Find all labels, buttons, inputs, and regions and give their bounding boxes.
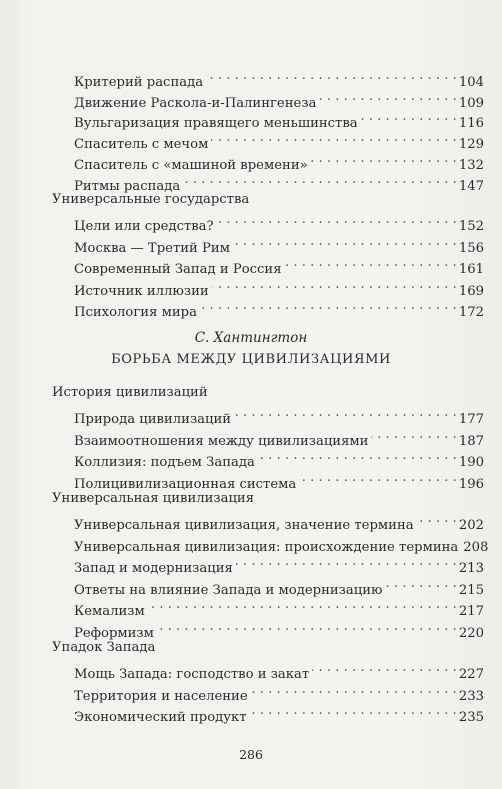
toc-entry — [74, 149, 484, 173]
toc-entry-title: Спаситель с «машиной времени» — [74, 157, 308, 173]
toc-entry-title: Полицивилизационная система — [74, 476, 297, 492]
toc-entry — [74, 595, 484, 620]
toc-entry — [74, 128, 484, 153]
toc-entry-page: 190 — [458, 455, 484, 470]
toc-entry — [74, 701, 484, 725]
page-number: 286 — [239, 747, 263, 762]
toc-entry — [74, 680, 484, 704]
toc-entry — [74, 107, 484, 132]
toc-entry-page: 116 — [458, 116, 484, 132]
toc-entry-title: Запад и модернизация — [74, 561, 233, 577]
toc-entry-page: 156 — [458, 240, 484, 256]
toc-entry — [74, 574, 484, 598]
toc-entry-title: Современный Запад и Россия — [74, 262, 282, 277]
toc-entry-page: 172 — [458, 305, 484, 320]
part-title: БОРЬБА МЕЖДУ ЦИВИЛИЗАЦИЯМИ — [111, 352, 391, 367]
toc-entry-page: 169 — [458, 283, 484, 299]
toc-entry — [74, 552, 484, 577]
toc-entry — [74, 275, 484, 299]
toc-entry-title: Универсальная цивилизация: происхождение термина — [74, 539, 459, 555]
author-name: С. Хантингтон — [194, 330, 308, 346]
toc-entry-title: Мощь Запада: господство и закат — [74, 667, 310, 682]
toc-entry-page: 177 — [458, 412, 484, 427]
toc-heading: История цивилизаций — [52, 385, 208, 400]
toc-entry — [74, 403, 484, 427]
toc-entry-title: Кемализм — [74, 604, 145, 620]
toc-entry — [74, 170, 484, 194]
toc-entry — [74, 468, 484, 492]
toc-entry-page: 217 — [458, 604, 484, 620]
toc-entry-title: Спаситель с мечом — [74, 137, 209, 153]
toc-entry-title: Цели или средства? — [74, 219, 214, 234]
toc-entry-page: 109 — [458, 95, 484, 111]
toc-entry-title: Реформизм — [74, 626, 154, 641]
toc-entry — [74, 296, 484, 320]
toc-entry-page: 187 — [458, 433, 484, 449]
toc-entry — [74, 66, 484, 90]
toc-entry-title: Критерий распада — [74, 75, 204, 90]
toc-entry-title: Ритмы распада — [74, 178, 181, 194]
toc-entry — [74, 446, 484, 470]
toc-entry — [74, 87, 484, 111]
toc-entry-title: Универсальная цивилизация, значение термина — [74, 518, 414, 533]
toc-entry-title: Взаимоотношения между цивилизациями — [74, 433, 369, 449]
toc-entry-title: Движение Раскола-и-Палингенеза — [74, 95, 317, 111]
toc-entry — [74, 617, 484, 641]
toc-entry-page: 132 — [458, 157, 484, 173]
toc-entry-page: 152 — [458, 219, 484, 234]
toc-entry-title: Источник иллюзии — [74, 283, 209, 299]
toc-heading: Упадок Запада — [52, 640, 156, 655]
toc-heading: Универсальные государства — [52, 192, 250, 207]
toc-entry — [74, 210, 484, 234]
toc-entry-page: 202 — [458, 518, 484, 533]
toc-entry-page: 129 — [458, 137, 484, 153]
toc-entry-page: 161 — [458, 262, 484, 277]
toc-entry — [74, 658, 484, 682]
toc-entry-title: Территория и население — [74, 688, 248, 704]
toc-entry-page: 227 — [458, 667, 484, 682]
toc-entry-page: 104 — [458, 75, 484, 90]
toc-entry-title: Ответы на влияние Запада и модернизацию — [74, 582, 383, 598]
toc-entry-page: 220 — [458, 626, 484, 641]
toc-entry-title: Вульгаризация правящего меньшинства — [74, 116, 358, 132]
toc-entry-page: 147 — [458, 178, 484, 194]
toc-entry-page: 213 — [458, 561, 484, 577]
toc-entry — [74, 253, 484, 277]
toc-entry-page: 215 — [458, 582, 484, 598]
toc-entry — [74, 425, 484, 449]
toc-heading: Универсальная цивилизация — [52, 491, 255, 506]
toc-entry-title: Москва — Третий Рим — [74, 240, 230, 256]
toc-entry — [74, 509, 484, 533]
toc-entry-title: Коллизия: подъем Запада — [74, 455, 255, 470]
toc-entry-title: Экономический продукт — [74, 710, 247, 725]
toc-entry — [74, 232, 484, 256]
toc-entry — [74, 531, 489, 555]
toc-entry-page: 235 — [458, 710, 484, 725]
toc-entry-title: Природа цивилизаций — [74, 412, 232, 427]
toc-entry-page: 208 — [463, 539, 489, 555]
toc-entry-page: 233 — [458, 688, 484, 704]
toc-entry-title: Психология мира — [74, 305, 197, 320]
toc-entry-page: 196 — [458, 476, 484, 492]
